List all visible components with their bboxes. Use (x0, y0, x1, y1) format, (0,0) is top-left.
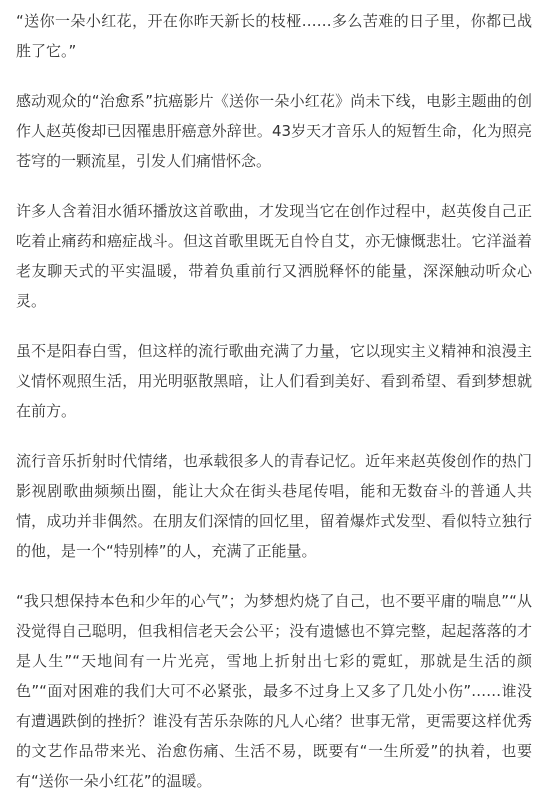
paragraph-pop-music: 流行音乐折射时代情绪，也承载很多人的青春记忆。近年来赵英俊创作的热门影视剧歌曲频频出圈，能让大众在街头巷尾传唱，能和无数奋斗的普通人共情，成功并非偶然。在朋友们深情的回忆里，留着爆炸式发型、看似特立独行的他，是一个“特别棒”的人，充满了正能量。 (16, 452, 532, 560)
paragraph-lyrics-quotes: “我只想保持本色和少年的心气”；为梦想灼烧了自己，也不要平庸的喘息”“从没觉得自己聪明，但我相信老天会公平；没有遗憾也不算完整，起起落落的才是人生”“天地间有一片光亮，雪地上折射出七彩的霓虹，那就是生活的颜色”“面对困难的我们大可不必紧张，最多不过身上又多了几处小伤”……谁没有遭遇跌倒的挫折？谁没有苦乐杂陈的凡人心绪？世事无常，更需要这样优秀的文艺作品带来光、治愈伤痛、生活不易，既要有“一生所爱”的执着，也要有“送你一朵小红花”的温暖。 (16, 592, 532, 790)
paragraph-intro: 感动观众的“治愈系”抗癌影片《送你一朵小红花》尚未下线，电影主题曲的创作人赵英俊却已因罹患肝癌意外辞世。43岁天才音乐人的短暂生命，化为照亮苍穹的一颗流星，引发人们痛惜怀念。 (16, 92, 532, 170)
paragraph-song-creation: 许多人含着泪水循环播放这首歌曲，才发现当它在创作过程中，赵英俊自己正吃着止痛药和癌症战斗。但这首歌里既无自怜自艾，亦无慷慨悲壮。它洋溢着老友聊天式的平实温暖，带着负重前行又洒脱释怀的能量，深深触动听众心灵。 (16, 202, 532, 310)
paragraph-song-power: 虽不是阳春白雪，但这样的流行歌曲充满了力量，它以现实主义精神和浪漫主义情怀观照生活，用光明驱散黑暗，让人们看到美好、看到希望、看到梦想就在前方。 (16, 342, 532, 420)
paragraph-quote: “送你一朵小红花，开在你昨天新长的枝桠……多么苦难的日子里，你都已战胜了它。” (16, 12, 532, 60)
